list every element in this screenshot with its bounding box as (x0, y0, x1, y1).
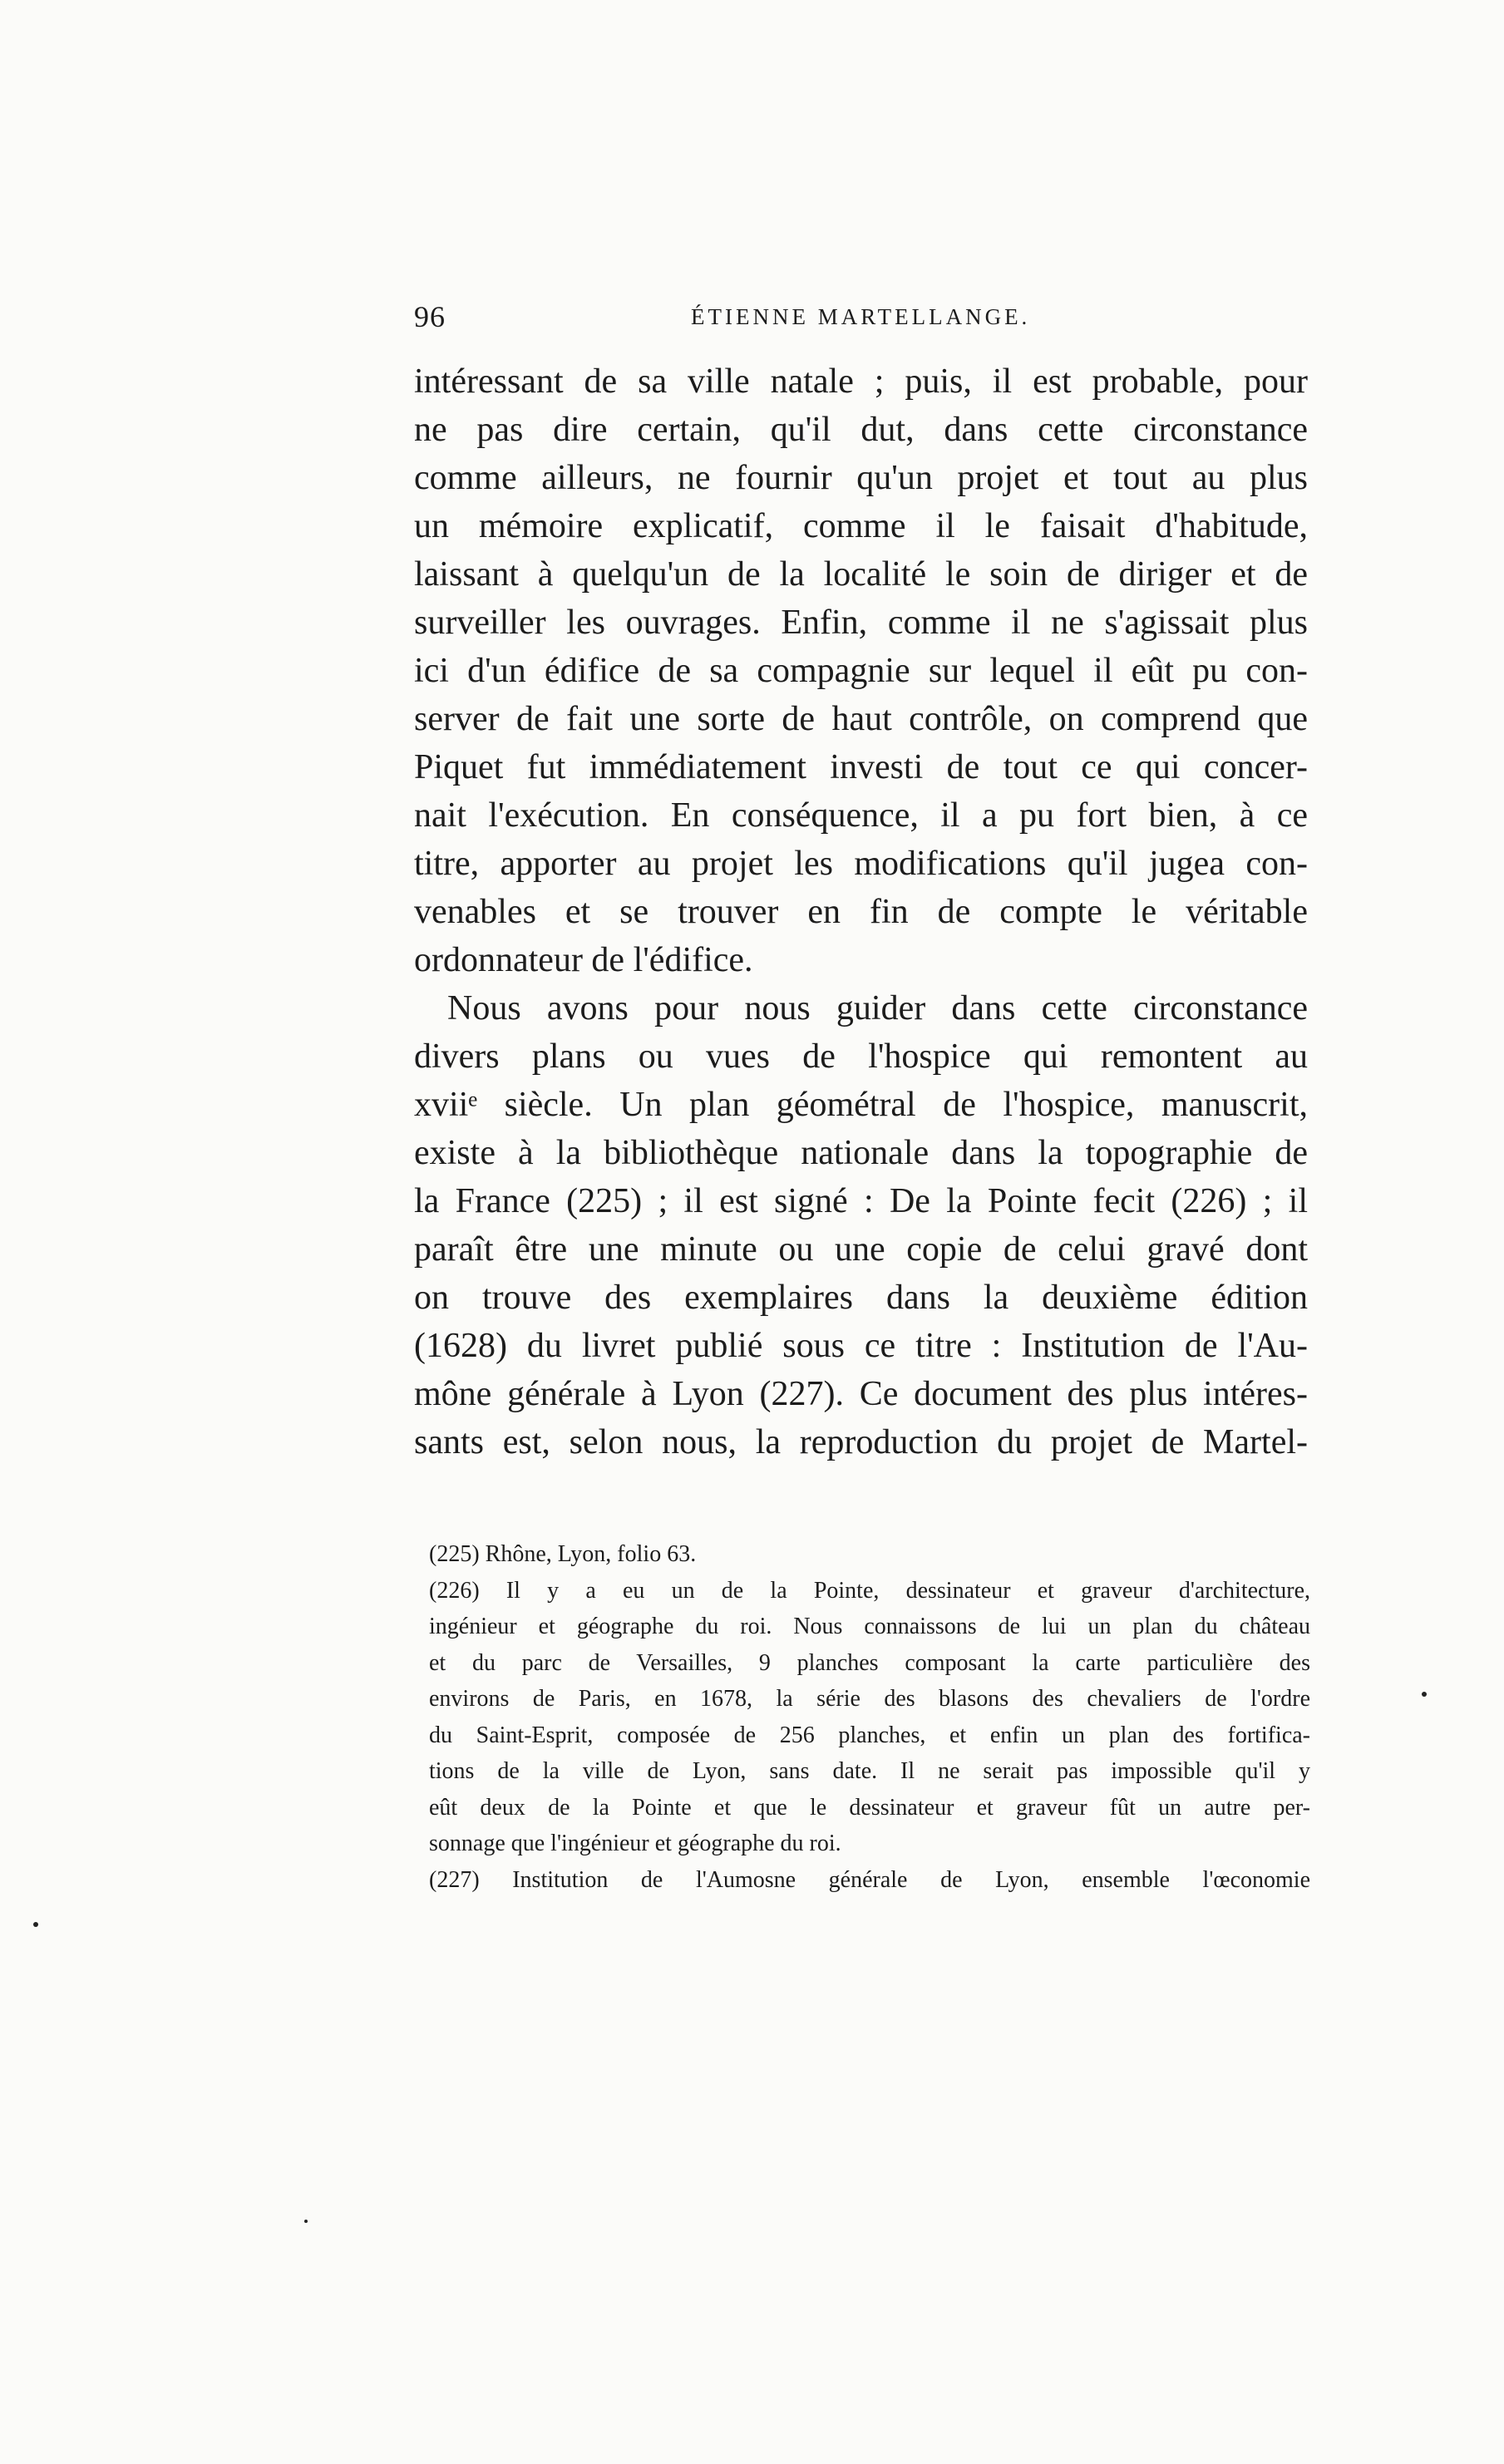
scan-speck (304, 2220, 308, 2223)
page-header (414, 299, 1312, 349)
body-line: ordonnateur de l'édifice. (414, 941, 753, 979)
body-line: xviiᵉ siècle. Un plan géométral de l'hospice, manuscrit, (414, 1086, 1308, 1124)
body-line: surveiller les ouvrages. Enfin, comme il ne s'agissait plus (414, 604, 1308, 642)
footnotes (429, 1536, 1310, 1935)
scan-speck (33, 1922, 38, 1927)
body-line: titre, apporter au projet les modifications qu'il jugea con- (414, 845, 1308, 883)
footnote-line: et du parc de Versailles, 9 planches composant la carte particulière des (429, 1649, 1310, 1676)
footnote-line: tions de la ville de Lyon, sans date. Il ne serait pas impossible qu'il y (429, 1758, 1310, 1784)
body-line: Nous avons pour nous guider dans cette circonstance (447, 989, 1308, 1027)
body-line: Piquet fut immédiatement investi de tout ce qui concer- (414, 748, 1308, 786)
body-line: la France (225) ; il est signé : De la Pointe fecit (226) ; il (414, 1182, 1308, 1220)
page-number: 96 (414, 300, 446, 333)
body-line: existe à la bibliothèque nationale dans la topographie de (414, 1134, 1308, 1172)
body-line: comme ailleurs, ne fournir qu'un projet et tout au plus (414, 459, 1308, 497)
body-line: laissant à quelqu'un de la localité le soin de diriger et de (414, 555, 1308, 594)
footnote-line: sonnage que l'ingénieur et géographe du roi. (429, 1831, 841, 1856)
body-line: nait l'exécution. En conséquence, il a pu fort bien, à ce (414, 796, 1308, 835)
body-line: un mémoire explicatif, comme il le faisait d'habitude, (414, 507, 1308, 545)
body-line: on trouve des exemplaires dans la deuxième édition (414, 1279, 1308, 1317)
body-text (414, 357, 1308, 1476)
body-line: (1628) du livret publié sous ce titre : Institution de l'Au- (414, 1327, 1308, 1365)
footnote-line: (226) Il y a eu un de la Pointe, dessinateur et graveur d'architecture, (429, 1577, 1310, 1604)
body-line: mône générale à Lyon (227). Ce document des plus intéres- (414, 1375, 1308, 1413)
body-line: ne pas dire certain, qu'il dut, dans cette circonstance (414, 411, 1308, 449)
footnote-line: environs de Paris, en 1678, la série des blasons des chevaliers de l'ordre (429, 1686, 1310, 1712)
body-line: intéressant de sa ville natale ; puis, il est probable, pour (414, 362, 1308, 401)
footnote-line: (225) Rhône, Lyon, folio 63. (429, 1541, 697, 1567)
footnote-line: ingénieur et géographe du roi. Nous connaissons de lui un plan du château (429, 1614, 1310, 1639)
body-line: ici d'un édifice de sa compagnie sur lequel il eût pu con- (414, 652, 1308, 690)
body-line: server de fait une sorte de haut contrôle, on comprend que (414, 700, 1308, 738)
footnote-line: (227) Institution de l'Aumosne générale de Lyon, ensemble l'œconomie (429, 1866, 1310, 1893)
footnote-line: du Saint-Esprit, composée de 256 planches, et enfin un plan des fortifica- (429, 1722, 1310, 1748)
footnote-line: eût deux de la Pointe et que le dessinateur et graveur fût un autre per- (429, 1794, 1310, 1821)
body-line: paraît être une minute ou une copie de celui gravé dont (414, 1230, 1308, 1269)
body-line: divers plans ou vues de l'hospice qui remontent au (414, 1037, 1308, 1076)
body-line: venables et se trouver en fin de compte le véritable (414, 893, 1308, 931)
scan-speck (1422, 1692, 1427, 1697)
running-title: ÉTIENNE MARTELLANGE. (691, 304, 1031, 329)
body-line: sants est, selon nous, la reproduction du projet de Martel- (414, 1423, 1308, 1461)
